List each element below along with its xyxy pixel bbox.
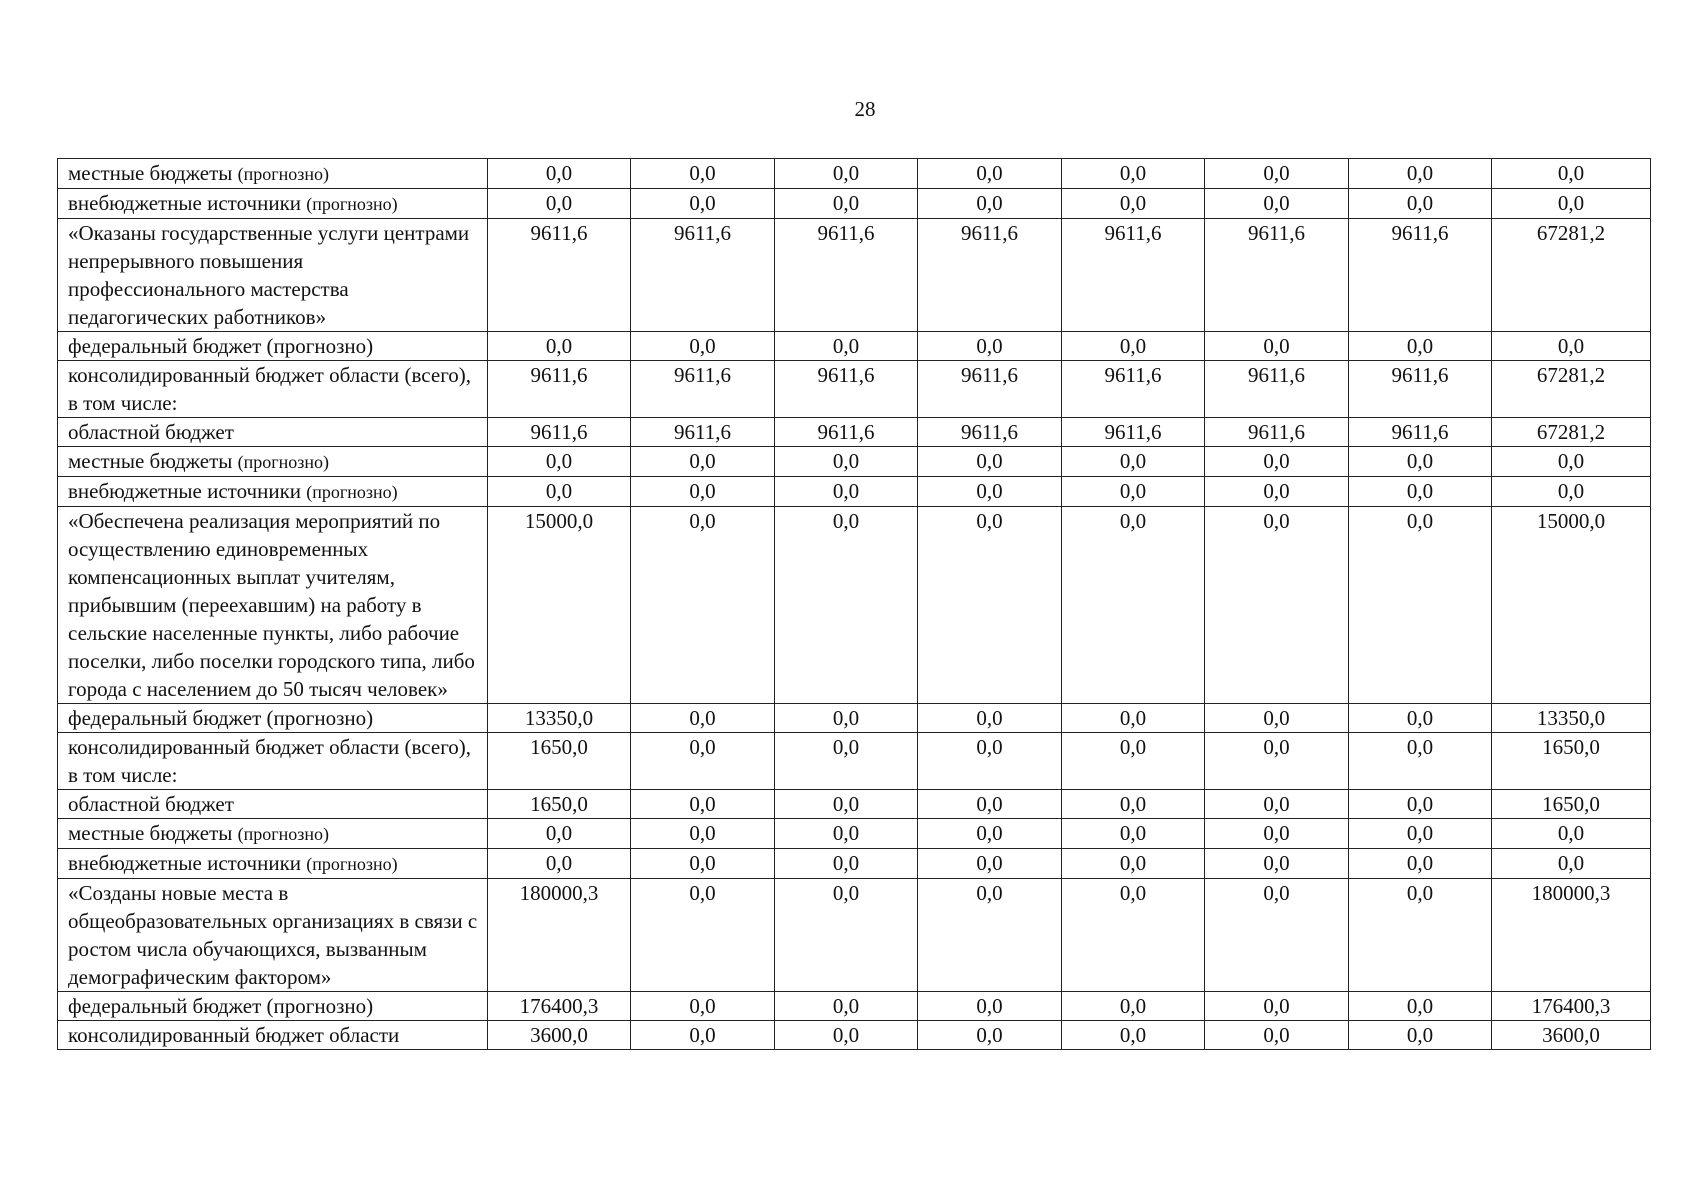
row-value-cell: 9611,6 [1349, 219, 1492, 332]
row-label-text: местные бюджеты [68, 449, 238, 473]
row-value-cell: 0,0 [488, 819, 631, 849]
row-value-cell: 0,0 [1205, 790, 1349, 819]
row-value-cell: 0,0 [488, 332, 631, 361]
row-label-note: (прогнозно) [306, 194, 398, 214]
table-row [58, 790, 1651, 819]
row-total-cell: 0,0 [1492, 189, 1651, 219]
row-value-cell: 0,0 [631, 159, 775, 189]
row-value-cell: 0,0 [918, 733, 1062, 790]
row-value-cell: 9611,6 [488, 361, 631, 418]
budget-table [57, 158, 1651, 1050]
row-value-cell: 0,0 [1062, 447, 1205, 477]
row-value-cell: 0,0 [631, 332, 775, 361]
row-label-text: «Обеспечена реализация мероприятий по осуществлению единовременных компенсационных выплат учителям, прибывшим (переехавшим) на работу в сельские населенные пункты, либо рабочие поселки, либо поселки городского типа, либо города с населением до 50 тысяч человек» [68, 509, 475, 701]
row-label-text: внебюджетные источники [68, 851, 307, 875]
row-label [58, 361, 488, 418]
table-row [58, 507, 1651, 704]
row-value-cell: 13350,0 [488, 704, 631, 733]
row-value-cell: 0,0 [775, 1021, 918, 1050]
row-value-cell: 0,0 [631, 447, 775, 477]
row-label [58, 733, 488, 790]
table-row [58, 477, 1651, 507]
row-value-cell: 0,0 [775, 733, 918, 790]
row-value-cell: 0,0 [488, 447, 631, 477]
row-value-cell: 9611,6 [918, 361, 1062, 418]
row-value-cell: 0,0 [775, 819, 918, 849]
row-value-cell: 9611,6 [1349, 361, 1492, 418]
page-number: 28 [854, 97, 876, 121]
row-value-cell: 0,0 [918, 477, 1062, 507]
row-label [58, 332, 488, 361]
row-value-cell: 0,0 [488, 159, 631, 189]
row-value-cell: 0,0 [775, 447, 918, 477]
row-value-cell: 9611,6 [1349, 418, 1492, 447]
row-total-cell: 1650,0 [1492, 790, 1651, 819]
row-label-note: (прогнозно) [237, 452, 330, 472]
row-label [58, 849, 488, 879]
row-value-cell: 9611,6 [1205, 418, 1349, 447]
row-value-cell: 0,0 [488, 849, 631, 879]
row-value-cell: 0,0 [1205, 477, 1349, 507]
row-value-cell: 0,0 [1062, 879, 1205, 992]
row-total-cell: 13350,0 [1492, 704, 1651, 733]
row-label-note: (прогнозно) [306, 854, 398, 874]
row-label [58, 219, 488, 332]
table-row [58, 189, 1651, 219]
row-value-cell: 9611,6 [488, 219, 631, 332]
row-value-cell: 0,0 [488, 477, 631, 507]
row-total-cell: 0,0 [1492, 849, 1651, 879]
row-value-cell: 0,0 [918, 849, 1062, 879]
table-row [58, 418, 1651, 447]
row-value-cell: 0,0 [1062, 849, 1205, 879]
row-label-text: консолидированный бюджет области [68, 1023, 400, 1047]
row-value-cell: 0,0 [775, 189, 918, 219]
table-row [58, 704, 1651, 733]
row-label [58, 704, 488, 733]
row-total-cell: 67281,2 [1492, 361, 1651, 418]
row-label-text: местные бюджеты [68, 821, 238, 845]
row-value-cell: 0,0 [631, 507, 775, 704]
row-label [58, 790, 488, 819]
row-value-cell: 9611,6 [1062, 418, 1205, 447]
row-total-cell: 15000,0 [1492, 507, 1651, 704]
row-value-cell: 1650,0 [488, 733, 631, 790]
row-value-cell: 1650,0 [488, 790, 631, 819]
row-label-text: областной бюджет [68, 420, 234, 444]
row-value-cell: 0,0 [1205, 332, 1349, 361]
row-label-text: внебюджетные источники [68, 191, 307, 215]
row-value-cell: 0,0 [488, 189, 631, 219]
row-value-cell: 176400,3 [488, 992, 631, 1021]
row-value-cell: 0,0 [1062, 507, 1205, 704]
row-value-cell: 0,0 [775, 159, 918, 189]
row-value-cell: 0,0 [918, 189, 1062, 219]
row-total-cell: 176400,3 [1492, 992, 1651, 1021]
row-label [58, 992, 488, 1021]
row-value-cell: 0,0 [1205, 507, 1349, 704]
row-value-cell: 9611,6 [775, 418, 918, 447]
row-value-cell: 9611,6 [1205, 361, 1349, 418]
row-label [58, 159, 488, 189]
row-value-cell: 0,0 [1205, 447, 1349, 477]
table-row [58, 879, 1651, 992]
row-label-text: местные бюджеты [68, 161, 238, 185]
row-value-cell: 0,0 [1349, 733, 1492, 790]
row-value-cell: 0,0 [918, 159, 1062, 189]
row-value-cell: 0,0 [631, 733, 775, 790]
row-value-cell: 0,0 [1062, 477, 1205, 507]
row-value-cell: 0,0 [1205, 879, 1349, 992]
row-value-cell: 0,0 [918, 447, 1062, 477]
row-value-cell: 0,0 [918, 1021, 1062, 1050]
row-total-cell: 0,0 [1492, 447, 1651, 477]
row-value-cell: 0,0 [1349, 332, 1492, 361]
row-value-cell: 0,0 [1349, 507, 1492, 704]
row-value-cell: 0,0 [631, 704, 775, 733]
row-value-cell: 0,0 [1349, 819, 1492, 849]
row-label-text: федеральный бюджет (прогнозно) [68, 706, 374, 730]
row-value-cell: 9611,6 [631, 361, 775, 418]
row-value-cell: 0,0 [775, 332, 918, 361]
row-value-cell: 0,0 [775, 849, 918, 879]
row-total-cell: 67281,2 [1492, 418, 1651, 447]
row-label-note: (прогнозно) [237, 824, 330, 844]
row-label [58, 477, 488, 507]
row-value-cell: 0,0 [1062, 992, 1205, 1021]
row-value-cell: 0,0 [918, 507, 1062, 704]
row-label-text: «Созданы новые места в общеобразовательных организациях в связи с ростом числа обучающихся, вызванным демографическим фактором» [68, 881, 478, 989]
row-value-cell: 0,0 [775, 477, 918, 507]
row-value-cell: 0,0 [775, 507, 918, 704]
row-value-cell: 15000,0 [488, 507, 631, 704]
row-value-cell: 0,0 [918, 819, 1062, 849]
row-value-cell: 0,0 [1205, 704, 1349, 733]
row-value-cell: 0,0 [918, 992, 1062, 1021]
row-total-cell: 0,0 [1492, 159, 1651, 189]
row-value-cell: 0,0 [918, 704, 1062, 733]
row-value-cell: 9611,6 [1205, 219, 1349, 332]
row-value-cell: 0,0 [775, 790, 918, 819]
row-value-cell: 0,0 [1349, 849, 1492, 879]
row-value-cell: 9611,6 [631, 219, 775, 332]
row-value-cell: 0,0 [918, 879, 1062, 992]
row-value-cell: 9611,6 [488, 418, 631, 447]
row-label-text: федеральный бюджет (прогнозно) [68, 994, 374, 1018]
row-value-cell: 0,0 [1349, 879, 1492, 992]
table-row [58, 733, 1651, 790]
row-total-cell: 3600,0 [1492, 1021, 1651, 1050]
row-label [58, 1021, 488, 1050]
row-value-cell: 0,0 [775, 704, 918, 733]
row-value-cell: 0,0 [631, 819, 775, 849]
row-value-cell: 0,0 [1205, 159, 1349, 189]
row-total-cell: 67281,2 [1492, 219, 1651, 332]
table-row [58, 447, 1651, 477]
table-row [58, 361, 1651, 418]
table-row [58, 332, 1651, 361]
row-total-cell: 0,0 [1492, 477, 1651, 507]
row-value-cell: 0,0 [775, 879, 918, 992]
row-total-cell: 180000,3 [1492, 879, 1651, 992]
row-value-cell: 0,0 [1062, 332, 1205, 361]
table-body [58, 159, 1651, 1050]
row-value-cell: 0,0 [631, 992, 775, 1021]
table-row [58, 849, 1651, 879]
row-value-cell: 9611,6 [1062, 219, 1205, 332]
table-row [58, 819, 1651, 849]
row-label-text: внебюджетные источники [68, 479, 307, 503]
row-value-cell: 0,0 [1349, 159, 1492, 189]
row-label-text: федеральный бюджет (прогнозно) [68, 334, 374, 358]
row-value-cell: 9611,6 [1062, 361, 1205, 418]
row-value-cell: 0,0 [1062, 819, 1205, 849]
row-value-cell: 0,0 [918, 790, 1062, 819]
row-value-cell: 0,0 [1349, 1021, 1492, 1050]
row-value-cell: 0,0 [1205, 819, 1349, 849]
row-label-text: «Оказаны государственные услуги центрами непрерывного повышения профессионального мастерства педагогических работников» [68, 221, 470, 329]
row-value-cell: 0,0 [1062, 790, 1205, 819]
row-label [58, 819, 488, 849]
row-value-cell: 0,0 [1205, 1021, 1349, 1050]
row-value-cell: 0,0 [1062, 159, 1205, 189]
row-value-cell: 0,0 [1349, 704, 1492, 733]
row-label-note: (прогнозно) [237, 164, 330, 184]
row-value-cell: 180000,3 [488, 879, 631, 992]
row-value-cell: 9611,6 [775, 361, 918, 418]
row-label-text: консолидированный бюджет области (всего), в том числе: [68, 735, 472, 787]
row-value-cell: 0,0 [631, 189, 775, 219]
row-value-cell: 0,0 [1349, 790, 1492, 819]
row-value-cell: 0,0 [631, 879, 775, 992]
row-value-cell: 0,0 [1349, 447, 1492, 477]
row-label [58, 507, 488, 704]
row-label [58, 879, 488, 992]
row-value-cell: 0,0 [918, 332, 1062, 361]
row-label-text: консолидированный бюджет области (всего), в том числе: [68, 363, 472, 415]
row-value-cell: 0,0 [1062, 733, 1205, 790]
table-row [58, 992, 1651, 1021]
row-total-cell: 0,0 [1492, 332, 1651, 361]
row-value-cell: 0,0 [1062, 1021, 1205, 1050]
row-value-cell: 0,0 [1062, 704, 1205, 733]
row-value-cell: 0,0 [1349, 992, 1492, 1021]
row-value-cell: 0,0 [1205, 992, 1349, 1021]
row-total-cell: 0,0 [1492, 819, 1651, 849]
table-row [58, 159, 1651, 189]
row-value-cell: 9611,6 [631, 418, 775, 447]
row-value-cell: 0,0 [1205, 189, 1349, 219]
row-value-cell: 0,0 [775, 992, 918, 1021]
row-value-cell: 0,0 [1349, 477, 1492, 507]
row-value-cell: 9611,6 [918, 219, 1062, 332]
row-label [58, 447, 488, 477]
row-value-cell: 0,0 [1205, 733, 1349, 790]
row-label [58, 189, 488, 219]
row-value-cell: 9611,6 [775, 219, 918, 332]
row-label-text: областной бюджет [68, 792, 234, 816]
row-value-cell: 0,0 [631, 790, 775, 819]
row-value-cell: 0,0 [631, 1021, 775, 1050]
row-value-cell: 0,0 [631, 849, 775, 879]
row-value-cell: 0,0 [1349, 189, 1492, 219]
row-value-cell: 0,0 [1205, 849, 1349, 879]
row-value-cell: 0,0 [631, 477, 775, 507]
row-label [58, 418, 488, 447]
row-value-cell: 9611,6 [918, 418, 1062, 447]
row-total-cell: 1650,0 [1492, 733, 1651, 790]
table-row [58, 1021, 1651, 1050]
table-row [58, 219, 1651, 332]
row-value-cell: 0,0 [1062, 189, 1205, 219]
row-label-note: (прогнозно) [306, 482, 398, 502]
row-value-cell: 3600,0 [488, 1021, 631, 1050]
